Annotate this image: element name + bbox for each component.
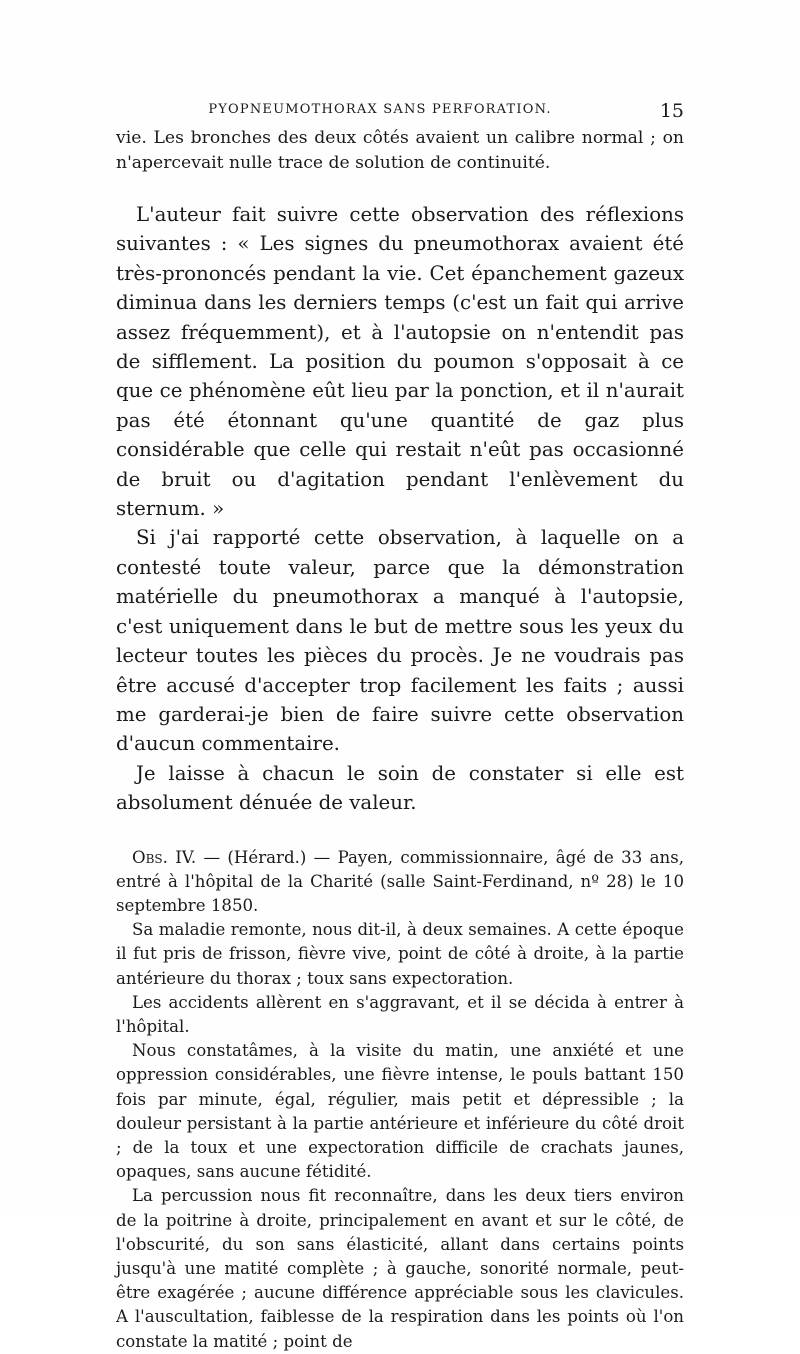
paragraph-author-reflections: L'auteur fait suivre cette observation des réflexions suivantes : « Les signes du pneumothorax avaient été très-prononcés pendant la vie. Cet épanchement gazeux diminua dans les derniers temps (c'est un fait qui arrive assez fréquemment), et à l'autopsie on n'entendit pas de sifflement. La position du poumon s'opposait à ce que ce phénomène eût lieu par la ponction, et il n'aurait pas été étonnant qu'une quantité de gaz plus considérable que celle qui restait n'eût pas occasionné de bruit ou d'agitation pendant l'enlèvement du sternum. » — [116, 203, 684, 521]
observation-heading-text: — (Hérard.) — Payen, commissionnaire, âgé de 33 ans, entré à l'hôpital de la Charité (salle Saint-Ferdinand, nº 28) le 10 septembre 1850. — [116, 847, 684, 915]
observation-paragraph: Les accidents allèrent en s'aggravant, et il se décida à entrer à l'hôpital. — [116, 992, 684, 1036]
body-text — [116, 126, 684, 1354]
observation-paragraph: Nous constatâmes, à la visite du matin, une anxiété et une oppression considérables, une fièvre intense, le pouls battant 150 fois par minute, égal, régulier, mais petit et dépressible ; la douleur persistant à la partie antérieure et inférieure du côté droit ; de la toux et une expectoration difficile de crachats jaunes, opaques, sans aucune fétidité. — [116, 1041, 684, 1182]
observation-label: Obs. IV. — [132, 847, 197, 867]
paragraph-leave-to-reader: Je laisse à chacun le soin de constater si elle est absolument dénuée de valeur. — [116, 761, 684, 815]
observation-paragraph: La percussion nous fit reconnaître, dans les deux tiers environ de la poitrine à droite, principalement en avant et sur le côté, de l'obscurité, du son sans élasticité, allant dans certains points jusqu'à une matité complète ; à gauche, sonorité normale, peut-être exagérée ; aucune différence appréciable sous les clavicules. A l'auscultation, faiblesse de la respiration dans les points où l'on constate la matité ; point de — [116, 1186, 684, 1351]
observation-heading — [116, 846, 684, 919]
running-title: PYOPNEUMOTHORAX SANS PERFORATION. — [208, 102, 552, 117]
page-number: 15 — [659, 100, 684, 122]
paragraph-continuation: vie. Les bronches des deux côtés avaient un calibre normal ; on n'apercevait nulle trace de solution de continuité. — [116, 128, 684, 173]
running-head — [116, 100, 684, 122]
paragraph-reported-observation: Si j'ai rapporté cette observation, à laquelle on a contesté toute valeur, parce que la démonstration matérielle du pneumothorax a manqué à l'autopsie, c'est uniquement dans le but de mettre sous les yeux du lecteur toutes les pièces du procès. Je ne voudrais pas être accusé d'accepter trop facilement les faits ; aussi me garderai-je bien de faire suivre cette observation d'aucun commentaire. — [116, 526, 684, 756]
observation-paragraph: Sa maladie remonte, nous dit-il, à deux semaines. A cette époque il fut pris de frisson, fièvre vive, point de côté à droite, à la partie antérieure du thorax ; toux sans expectoration. — [116, 920, 684, 988]
